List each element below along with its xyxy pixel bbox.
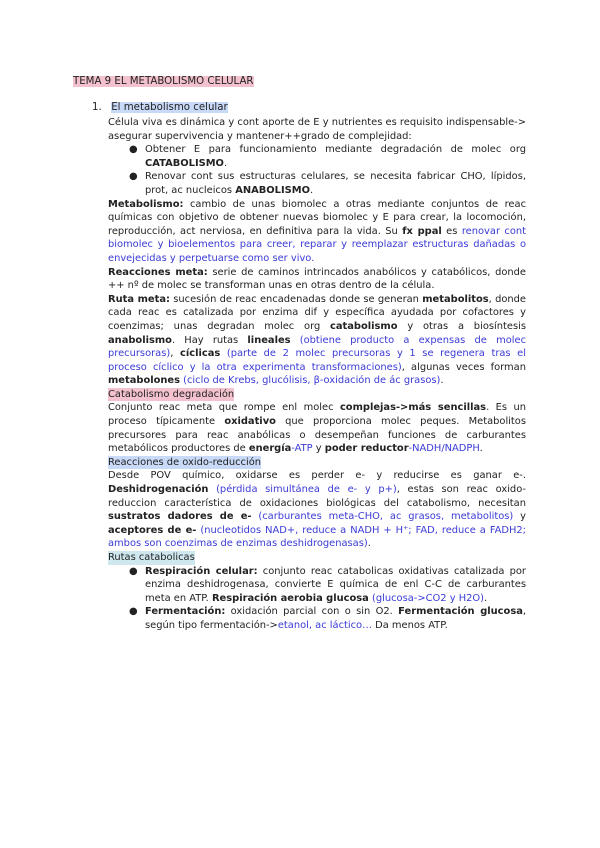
- bullet-icon: ●: [129, 565, 138, 577]
- intro-paragraph: Célula viva es dinámica y cont aporte de E y nutrientes es requisito indispensable-> asegurar supervivencia y mantener++grado de complejidad:: [108, 117, 526, 142]
- rutas-heading: Rutas catabolicas: [108, 552, 195, 563]
- list-item: ● Renovar cont sus estructuras celulares, se necesita fabricar CHO, lípidos, prot, ac nucleicos ANABOLISMO.: [129, 171, 526, 196]
- section-number: 1.: [92, 102, 102, 113]
- catabolismo-heading: Catabolismo degradación: [108, 388, 235, 400]
- reacciones-meta-paragraph: Reacciones meta: serie de caminos intrincados anabólicos y catabólicos, donde ++ nº de molec se transforman unas en otras dentro de la célula.: [108, 266, 526, 292]
- bullet-icon: ●: [129, 606, 138, 618]
- section-heading: [92, 101, 228, 114]
- section-title: El metabolismo celular: [111, 102, 228, 113]
- bullet-list-goals: [108, 143, 526, 197]
- section-body: [108, 116, 526, 633]
- bullet-list-rutas: [108, 565, 526, 633]
- redox-paragraph: Desde POV químico, oxidarse es perder e- y reducirse es ganar e-. Deshidrogenación (pérdida simultánea de e- y p+), estas son reac oxido-reduccion característica de oxidaciones biológicas del catabolismo, necesitan sustratos dadores de e- (carburantes meta-CHO, ac grasos, metabolitos) y aceptores de e- (nucleotidos NAD+, reduce a NADH + H⁺; FAD, reduce a FADH2; ambos son coenzimas de enzimas deshidrogenasas).: [108, 470, 527, 550]
- redox-heading: Reacciones de oxido-reducción: [108, 456, 262, 468]
- catabolismo-paragraph: Conjunto reac meta que rompe enl molec complejas->más sencillas. Es un proceso típicamente oxidativo que proporciona molec peques. Metabolitos precursores para reac anabólicas o desempeñan funciones de carburantes metabólicos productores de energía-ATP y poder reductor-NADH/NADPH.: [108, 402, 526, 455]
- ruta-meta-paragraph: Ruta meta: sucesión de reac encadenadas donde se generan metabolitos, donde cada reac es catalizada por enzima dif y específica ayudada por cofactores y coenzimas; unas degradan molec org catabolismo y otras a biosíntesis anabolismo. Hay rutas lineales (obtiene producto a expensas de molec precursoras), cíclicas (parte de 2 molec precursoras y 1 se regenera tras el proceso cíclico y la otra experimenta transformaciones), algunas veces forman metabolones (ciclo de Krebs, glucólisis, β-oxidación de ác grasos).: [108, 293, 527, 387]
- list-item: ● Respiración celular: conjunto reac catabolicas oxidativas catalizada por enzima deshidrogenasa, convierte E química de enl C-C de carburantes meta en ATP. Respiración aerobia glucosa (glucosa->CO2 y H2O).: [129, 565, 526, 604]
- bullet-icon: ●: [129, 171, 138, 183]
- page-title: TEMA 9 EL METABOLISMO CELULAR: [73, 76, 254, 87]
- list-item: ● Fermentación: oxidación parcial con o sin O2. Fermentación glucosa, según tipo fermentación->etanol, ac láctico… Da menos ATP.: [129, 606, 526, 631]
- list-item: ● Obtener E para funcionamiento mediante degradación de molec org CATABOLISMO.: [129, 144, 526, 169]
- bullet-icon: ●: [129, 144, 138, 156]
- metabolismo-paragraph: Metabolismo: cambio de unas biomolec a otras mediante conjuntos de reac químicas con objetivo de obtener nuevas biomolec y E para crear, la locomoción, reproducción, act nerviosa, en definitiva para la vida. Su fx ppal es renovar cont biomolec y bioelementos para creer, reparar y reemplazar estructuras dañadas o envejecidas y perpetuarse como ser vivo.: [108, 198, 527, 264]
